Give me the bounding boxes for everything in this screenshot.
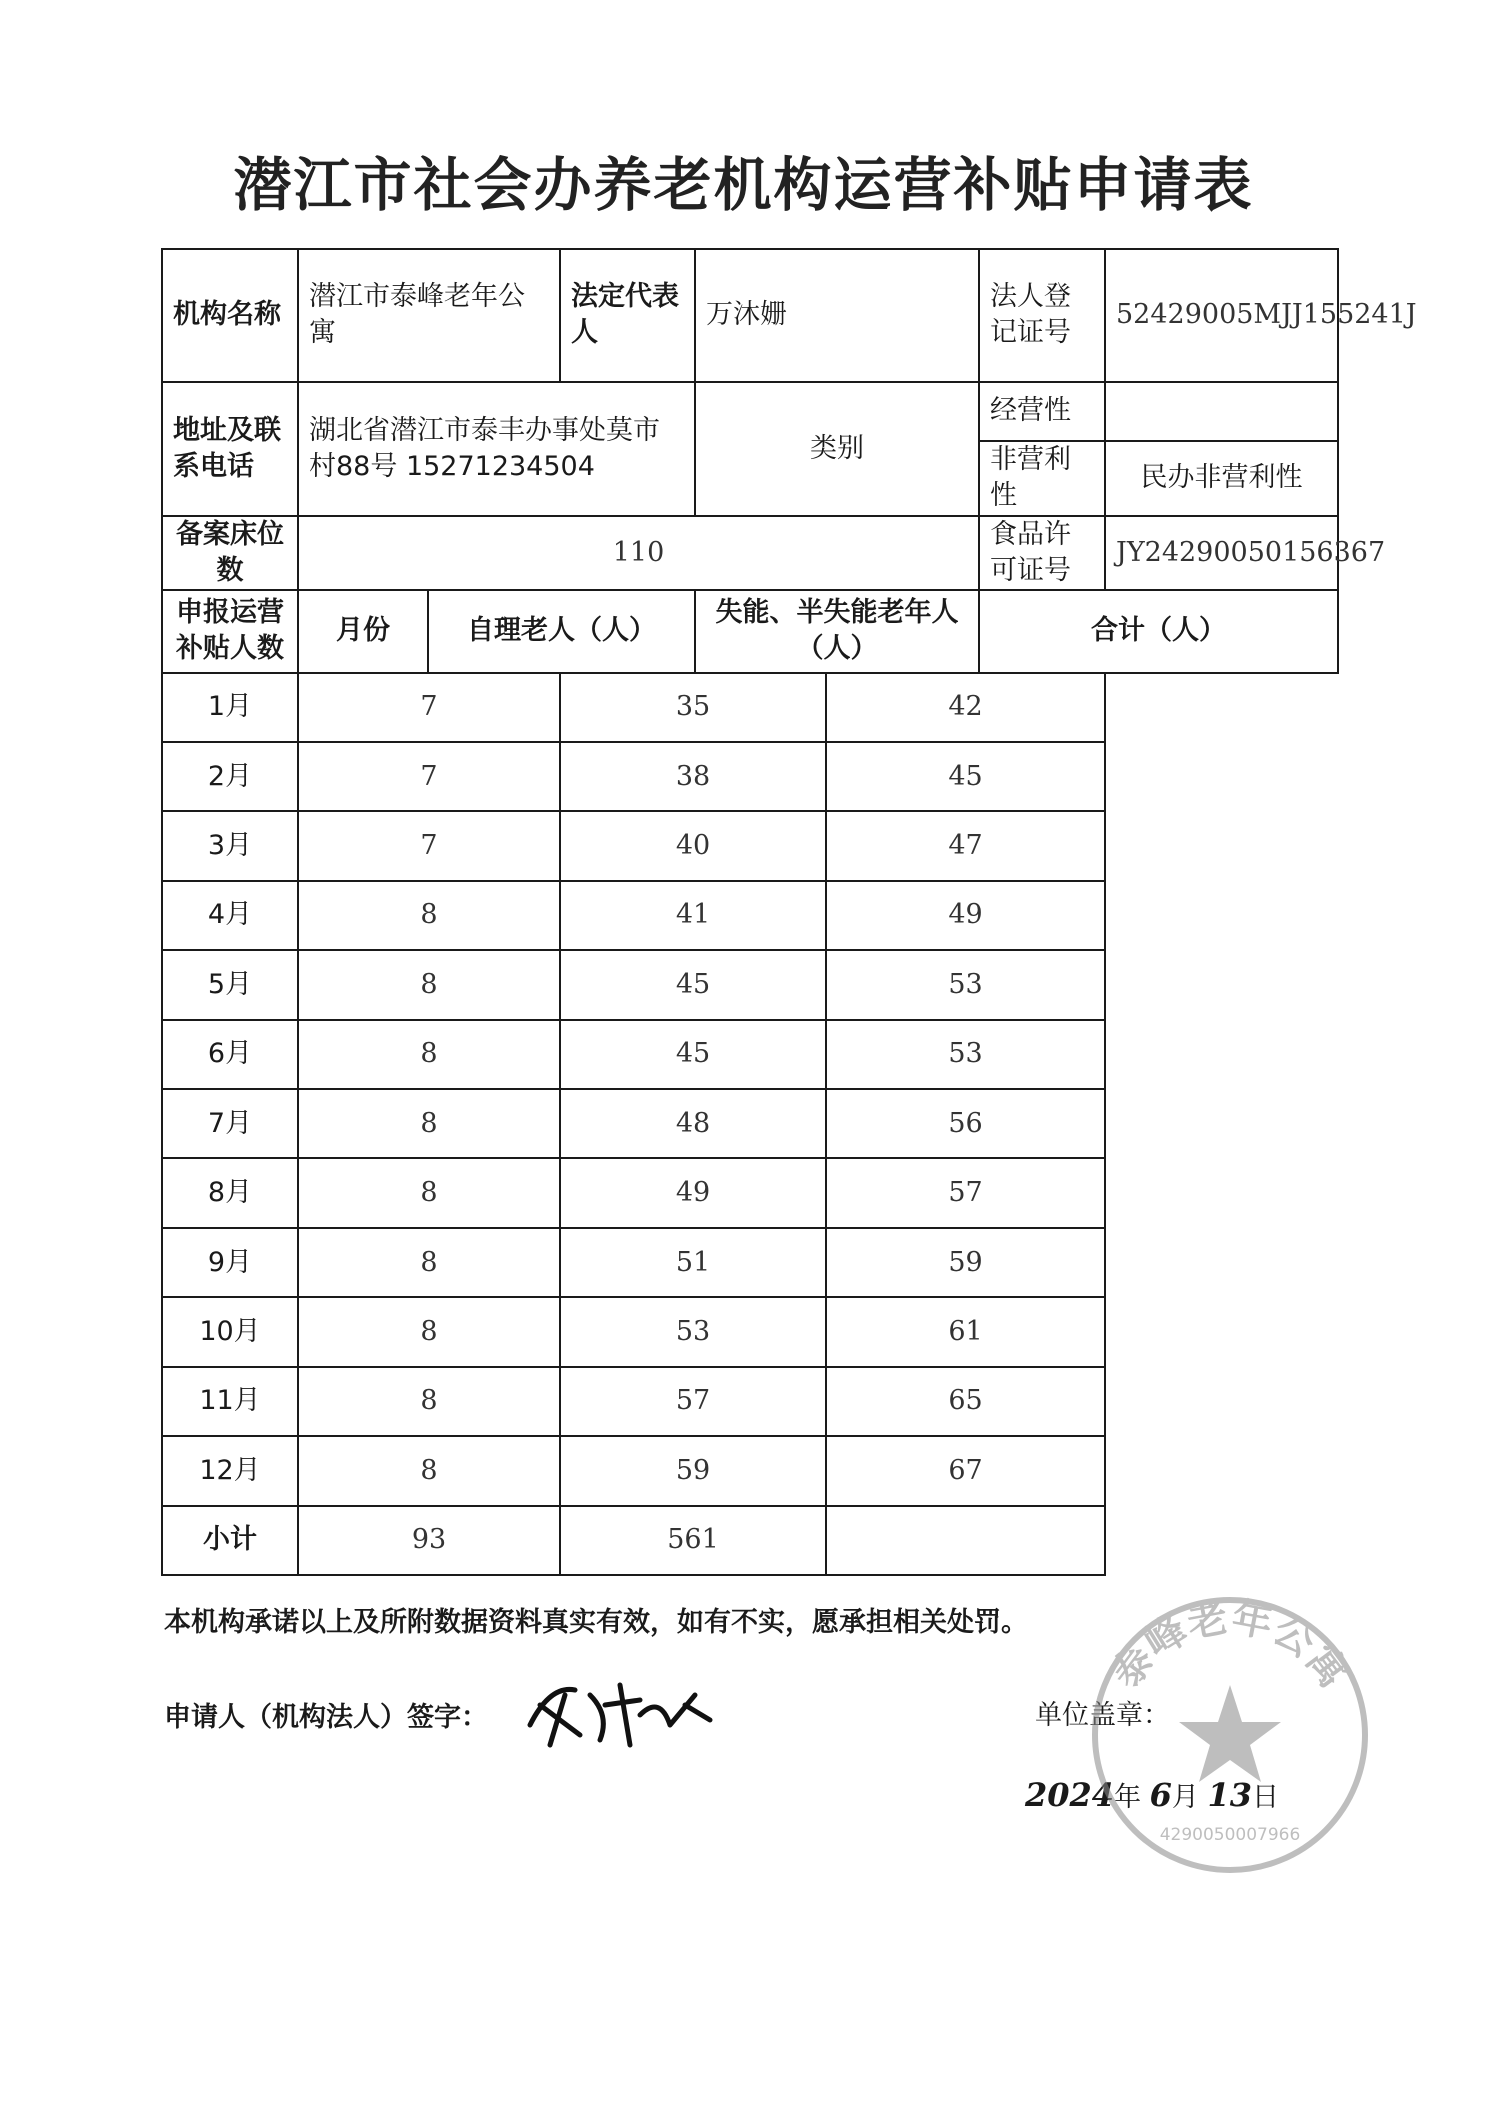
seal-text: 泰峰老年公寓 bbox=[1102, 1593, 1358, 1697]
self-care-cell: 8 bbox=[298, 1020, 560, 1089]
month-cell: 3月 bbox=[162, 811, 298, 880]
application-form-table bbox=[161, 248, 1417, 1576]
subtotal-self-care: 93 bbox=[298, 1506, 560, 1575]
beds-label: 备案床位数 bbox=[162, 516, 298, 590]
disabled-cell: 45 bbox=[560, 1020, 826, 1089]
self-care-cell: 8 bbox=[298, 1228, 560, 1297]
table-row bbox=[162, 742, 1338, 811]
table-row bbox=[162, 881, 1338, 950]
month-cell: 6月 bbox=[162, 1020, 298, 1089]
self-care-cell: 8 bbox=[298, 1436, 560, 1506]
nonprofit-label: 非营利性 bbox=[979, 441, 1105, 515]
profit-label: 经营性 bbox=[979, 382, 1105, 441]
address-label: 地址及联系电话 bbox=[162, 382, 298, 516]
total-cell: 59 bbox=[826, 1228, 1105, 1297]
month-rows bbox=[162, 673, 1338, 1506]
disabled-cell: 57 bbox=[560, 1367, 826, 1436]
table-row bbox=[162, 1297, 1338, 1366]
disabled-cell: 49 bbox=[560, 1158, 826, 1227]
date-month-suffix: 月 bbox=[1171, 1782, 1199, 1813]
disabled-cell: 53 bbox=[560, 1297, 826, 1366]
self-care-cell: 8 bbox=[298, 950, 560, 1019]
date-day: 13 bbox=[1207, 1776, 1253, 1814]
total-cell: 65 bbox=[826, 1367, 1105, 1436]
date-year-suffix: 年 bbox=[1114, 1782, 1142, 1813]
month-cell: 10月 bbox=[162, 1297, 298, 1366]
food-license-value: JY24290050156367 bbox=[1105, 516, 1338, 590]
column-header: 合计（人） bbox=[979, 590, 1338, 673]
self-care-cell: 8 bbox=[298, 1297, 560, 1366]
column-header: 失能、半失能老年人（人） bbox=[695, 590, 979, 673]
disabled-cell: 38 bbox=[560, 742, 826, 811]
column-header: 自理老人（人） bbox=[428, 590, 695, 673]
address-value: 湖北省潜江市泰丰办事处莫市村88号 15271234504 bbox=[298, 382, 695, 516]
month-cell: 7月 bbox=[162, 1089, 298, 1158]
self-care-cell: 7 bbox=[298, 673, 560, 742]
total-cell: 53 bbox=[826, 950, 1105, 1019]
table-row bbox=[162, 673, 1338, 742]
legal-rep-value: 万沐姗 bbox=[695, 249, 979, 382]
seal-star bbox=[1179, 1685, 1281, 1782]
total-cell: 61 bbox=[826, 1297, 1105, 1366]
date-month: 6 bbox=[1149, 1776, 1172, 1814]
table-row bbox=[162, 950, 1338, 1019]
seal-number: 4290050007966 bbox=[1159, 1825, 1301, 1845]
disabled-cell: 35 bbox=[560, 673, 826, 742]
disabled-cell: 59 bbox=[560, 1436, 826, 1506]
disabled-cell: 48 bbox=[560, 1089, 826, 1158]
subtotal-total bbox=[826, 1506, 1105, 1575]
total-cell: 42 bbox=[826, 673, 1105, 742]
table-row bbox=[162, 1436, 1338, 1506]
self-care-cell: 8 bbox=[298, 1158, 560, 1227]
month-cell: 2月 bbox=[162, 742, 298, 811]
nonprofit-value: 民办非营利性 bbox=[1105, 441, 1338, 515]
total-cell: 56 bbox=[826, 1089, 1105, 1158]
subsidy-section-label: 申报运营补贴人数 bbox=[162, 590, 298, 673]
reg-no-value: 52429005MJJ155241J bbox=[1105, 249, 1338, 382]
month-cell: 11月 bbox=[162, 1367, 298, 1436]
total-cell: 49 bbox=[826, 881, 1105, 950]
total-cell: 45 bbox=[826, 742, 1105, 811]
table-row bbox=[162, 1367, 1338, 1436]
date-year: 2024 bbox=[1025, 1776, 1115, 1814]
self-care-cell: 7 bbox=[298, 811, 560, 880]
applicant-signature-label: 申请人（机构法人）签字： bbox=[164, 1702, 488, 1733]
profit-value bbox=[1105, 382, 1338, 441]
table-row bbox=[162, 1228, 1338, 1297]
month-cell: 5月 bbox=[162, 950, 298, 1019]
self-care-cell: 8 bbox=[298, 881, 560, 950]
self-care-cell: 7 bbox=[298, 742, 560, 811]
total-cell: 67 bbox=[826, 1436, 1105, 1506]
total-cell: 47 bbox=[826, 811, 1105, 880]
org-name-value: 潜江市泰峰老年公寓 bbox=[298, 249, 560, 382]
table-row bbox=[162, 811, 1338, 880]
disabled-cell: 45 bbox=[560, 950, 826, 1019]
month-cell: 9月 bbox=[162, 1228, 298, 1297]
month-cell: 4月 bbox=[162, 881, 298, 950]
page-title: 潜江市社会办养老机构运营补贴申请表 bbox=[233, 151, 1254, 219]
seal-label: 单位盖章： bbox=[1035, 1700, 1170, 1731]
table-row bbox=[162, 1020, 1338, 1089]
category-label: 类别 bbox=[695, 382, 979, 516]
org-name-label: 机构名称 bbox=[162, 249, 298, 382]
food-license-label: 食品许可证号 bbox=[979, 516, 1105, 590]
reg-no-label: 法人登记证号 bbox=[979, 249, 1105, 382]
official-seal bbox=[1085, 1590, 1375, 1880]
month-cell: 8月 bbox=[162, 1158, 298, 1227]
date-day-suffix: 日 bbox=[1252, 1782, 1280, 1813]
month-cell: 12月 bbox=[162, 1436, 298, 1506]
subtotal-label: 小计 bbox=[162, 1506, 298, 1575]
self-care-cell: 8 bbox=[298, 1367, 560, 1436]
pledge-statement: 本机构承诺以上及所附数据资料真实有效，如有不实，愿承担相关处罚。 bbox=[164, 1607, 1028, 1638]
subtotal-disabled: 561 bbox=[560, 1506, 826, 1575]
beds-value: 110 bbox=[298, 516, 979, 590]
total-cell: 53 bbox=[826, 1020, 1105, 1089]
table-row bbox=[162, 1158, 1338, 1227]
legal-rep-label: 法定代表人 bbox=[560, 249, 695, 382]
self-care-cell: 8 bbox=[298, 1089, 560, 1158]
column-header: 月份 bbox=[298, 590, 428, 673]
disabled-cell: 41 bbox=[560, 881, 826, 950]
table-row bbox=[162, 1089, 1338, 1158]
disabled-cell: 51 bbox=[560, 1228, 826, 1297]
total-cell: 57 bbox=[826, 1158, 1105, 1227]
month-cell: 1月 bbox=[162, 673, 298, 742]
disabled-cell: 40 bbox=[560, 811, 826, 880]
handwritten-signature bbox=[520, 1665, 720, 1755]
